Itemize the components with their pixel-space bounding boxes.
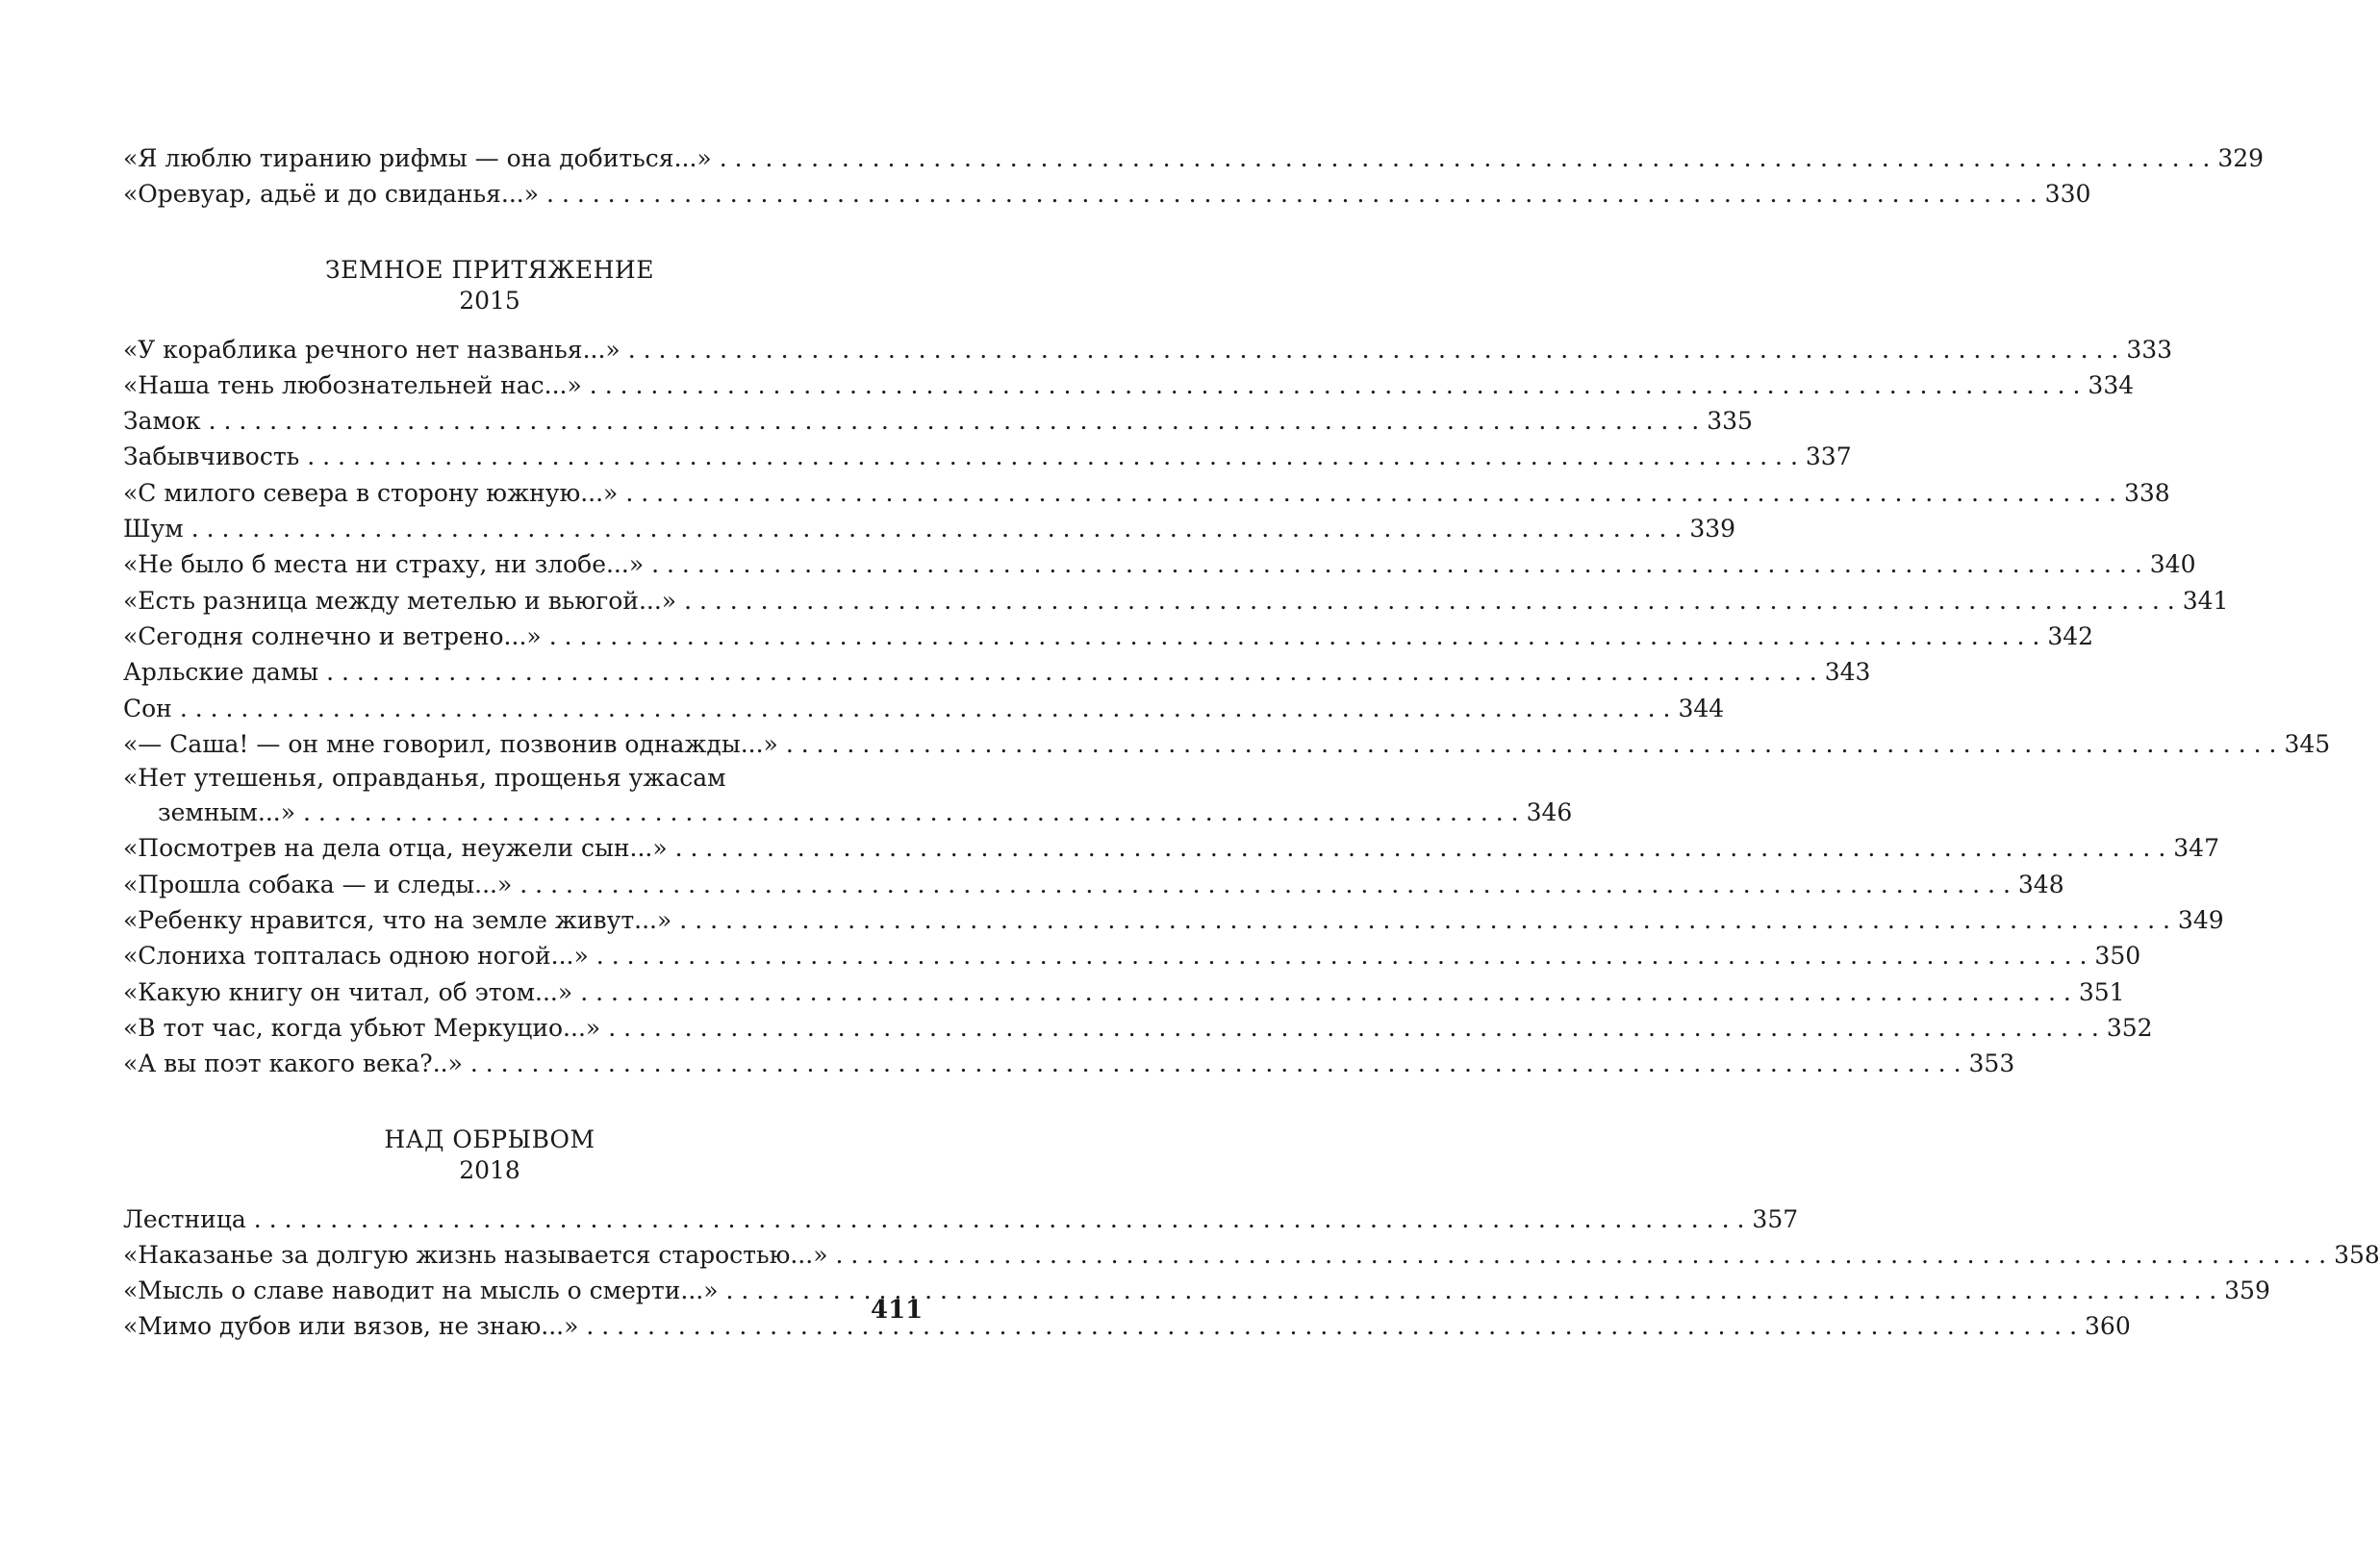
leader-dots [546, 176, 2038, 212]
toc-entry-page: 348 [2017, 870, 2064, 898]
toc-entry-page: 341 [2182, 586, 2229, 615]
toc-entry-page: 340 [2149, 550, 2196, 579]
spacer [123, 1082, 856, 1125]
toc-entry-title: «— Саша! — он мне говорил, позвонив однажды...» [123, 729, 778, 758]
toc-entry-page: 359 [2224, 1277, 2270, 1305]
leader-dots [590, 367, 2081, 403]
leader-dots [684, 583, 2175, 619]
leader-dots [596, 938, 2088, 973]
toc-entry[interactable] [123, 546, 2196, 582]
leader-dots [307, 439, 1798, 474]
toc-entry[interactable] [123, 902, 2224, 938]
toc-entry-title: «Я люблю тиранию рифмы — она добиться...» [123, 144, 712, 172]
toc-entry-page: 334 [2088, 370, 2135, 399]
toc-entry-title: «Ребенку нравится, что на земле живут...» [123, 906, 672, 935]
toc-entry-title: «Прошла собака — и следы...» [123, 870, 513, 898]
toc-entry-title: Шум [123, 515, 184, 543]
toc-entry-page: 343 [1824, 658, 1871, 687]
toc-entry[interactable] [123, 583, 2229, 619]
leader-dots [191, 511, 1683, 546]
toc-entry[interactable] [123, 176, 2091, 212]
toc-entry-page: 338 [2123, 478, 2170, 507]
toc-entry-page: 345 [2284, 729, 2331, 758]
toc-entry-page: 357 [1752, 1204, 1799, 1233]
toc-entry-title: «В тот час, когда убьют Меркуцио...» [123, 1013, 601, 1042]
toc-entry[interactable] [123, 726, 2331, 762]
spacer [123, 1186, 856, 1201]
toc-entry-title-line2-row [123, 795, 1573, 830]
leader-dots [675, 830, 2166, 866]
toc-entry-title: «А вы поэт какого века?..» [123, 1049, 463, 1078]
spacer [123, 316, 856, 332]
leader-dots [726, 1273, 2217, 1308]
toc-entry-page: 351 [2078, 977, 2125, 1006]
toc-entry-title: «Посмотрев на дела отца, неужели сын...» [123, 834, 668, 863]
leader-dots [608, 1010, 2099, 1046]
toc-entry-title: «Какую книгу он читал, об этом...» [123, 977, 573, 1006]
toc-entry-page: 360 [2085, 1312, 2131, 1341]
leader-dots [326, 654, 1817, 690]
toc-entry[interactable] [123, 439, 1852, 474]
toc-entry-page: 342 [2047, 621, 2094, 650]
page-number: 411 [871, 1296, 924, 1325]
leader-dots [628, 332, 2119, 367]
toc-entry[interactable] [123, 332, 2173, 367]
toc-entry-page: 335 [1707, 407, 1753, 436]
leader-dots [720, 140, 2211, 176]
toc-entry[interactable] [123, 691, 1725, 726]
toc-entry[interactable] [123, 140, 2265, 176]
toc-entry-title: «Оревуар, адьё и до свиданья...» [123, 180, 540, 209]
leader-dots [586, 1308, 2077, 1344]
toc-entry-title-line1: «Нет утешенья, оправданья, прощенья ужасам [123, 764, 726, 793]
leader-dots [254, 1201, 1745, 1237]
toc-entry-page: 333 [2126, 335, 2173, 364]
toc-entry-title: «Есть разница между метелью и вьюгой...» [123, 586, 677, 615]
toc-entry[interactable] [123, 511, 1736, 546]
leader-dots [180, 691, 1671, 726]
toc-entry-page: 339 [1689, 515, 1736, 543]
leader-dots [580, 974, 2071, 1010]
toc-entry[interactable] [123, 1010, 2153, 1046]
toc-entry[interactable] [123, 1201, 1799, 1237]
leader-dots [209, 403, 1700, 439]
section-year: 2018 [459, 1155, 520, 1184]
toc-entry[interactable] [123, 619, 2094, 654]
section-heading [123, 1125, 856, 1186]
toc-entry[interactable] [123, 367, 2135, 403]
leader-dots [519, 867, 2011, 902]
toc-entry-title: «Не было б места ни страху, ни злобе...» [123, 550, 645, 579]
toc-entry-title: «Мысль о славе наводит на мысль о смерти...» [123, 1277, 719, 1305]
toc-entry-title: «У кораблика речного нет названья...» [123, 335, 620, 364]
toc-entry-wrapped[interactable] [123, 762, 1573, 830]
toc-entry[interactable] [123, 654, 1871, 690]
toc-entry-page: 329 [2217, 144, 2265, 172]
leader-dots [836, 1237, 2327, 1273]
toc-entry[interactable] [123, 1273, 2270, 1308]
toc-entry-page: 330 [2044, 180, 2091, 209]
leader-dots [679, 902, 2170, 938]
toc-entry-page: 344 [1678, 694, 1725, 722]
toc-entry[interactable] [123, 403, 1753, 439]
toc-entry[interactable] [123, 1046, 2015, 1081]
leader-dots [625, 475, 2116, 511]
toc-entry-title: Сон [123, 694, 172, 722]
toc-entry[interactable] [123, 830, 2219, 866]
toc-entry-title-line2: земным...» [158, 798, 296, 827]
toc-entry-page: 358 [2334, 1240, 2380, 1269]
toc-entry-page: 349 [2177, 906, 2224, 935]
toc-entry[interactable] [123, 867, 2064, 902]
section-heading [123, 255, 856, 316]
section-year: 2015 [459, 286, 520, 315]
leader-dots [549, 619, 2040, 654]
toc-entry-title: «Наказанье за долгую жизнь называется старостью...» [123, 1240, 828, 1269]
toc-entry-title: Лестница [123, 1204, 246, 1233]
toc-entry-page: 337 [1805, 442, 1852, 471]
leader-dots [651, 546, 2142, 582]
toc-entry-title: Забывчивость [123, 442, 300, 471]
section-title: ЗЕМНОЕ ПРИТЯЖЕНИЕ [325, 255, 654, 284]
toc-entry-page: 352 [2106, 1013, 2153, 1042]
toc-entry-page: 346 [1526, 798, 1573, 827]
spacer [123, 213, 856, 255]
toc-entry-title: Замок [123, 407, 201, 436]
toc-entry[interactable] [123, 974, 2125, 1010]
toc-entry-title: Арльские дамы [123, 658, 319, 687]
leader-dots [470, 1046, 1962, 1081]
toc-entry-title: «Слониха топталась одною ногой...» [123, 942, 589, 971]
leader-dots [786, 726, 2277, 762]
toc-entry-page: 350 [2094, 942, 2141, 971]
toc-entry-title: «Мимо дубов или вязов, не знаю...» [123, 1312, 579, 1341]
leader-dots [303, 795, 1519, 830]
toc-entry[interactable] [123, 1237, 2380, 1273]
toc-entry[interactable] [123, 938, 2141, 973]
toc-entry-title: «Сегодня солнечно и ветрено...» [123, 621, 542, 650]
toc-entry-title: «Наша тень любознательней нас...» [123, 370, 582, 399]
toc-entry-page: 353 [1968, 1049, 2015, 1078]
section-title: НАД ОБРЫВОМ [384, 1125, 595, 1153]
toc-entry-title: «С милого севера в сторону южную...» [123, 478, 619, 507]
toc-entry-page: 347 [2173, 834, 2219, 863]
toc-entry[interactable] [123, 475, 2170, 511]
